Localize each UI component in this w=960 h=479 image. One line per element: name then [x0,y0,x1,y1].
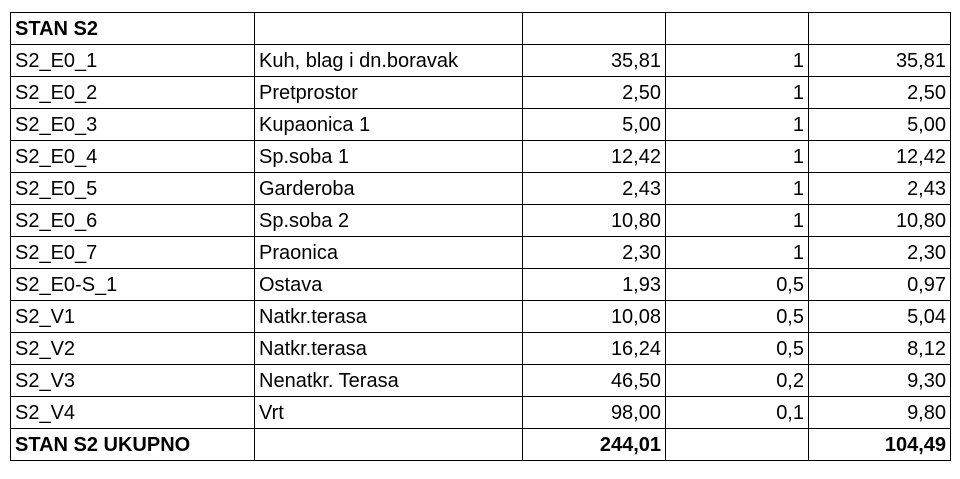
room-result: 2,30 [809,237,951,269]
table-row [11,365,951,397]
total-row [11,429,951,461]
table-row [11,141,951,173]
room-code: S2_E0_2 [11,77,255,109]
room-coefficient: 0,5 [666,301,809,333]
room-name: Ostava [255,269,523,301]
room-coefficient: 1 [666,237,809,269]
room-name: Kuh, blag i dn.boravak [255,45,523,77]
room-result: 9,80 [809,397,951,429]
total-label: STAN S2 UKUPNO [11,429,255,461]
room-coefficient: 1 [666,77,809,109]
table-body [11,13,951,461]
room-result: 12,42 [809,141,951,173]
room-result: 2,50 [809,77,951,109]
room-area: 98,00 [523,397,666,429]
room-area: 16,24 [523,333,666,365]
room-code: S2_E0_7 [11,237,255,269]
room-coefficient: 1 [666,141,809,173]
room-coefficient: 1 [666,109,809,141]
table-row [11,301,951,333]
room-name: Pretprostor [255,77,523,109]
room-name: Kupaonica 1 [255,109,523,141]
room-name: Praonica [255,237,523,269]
room-area: 1,93 [523,269,666,301]
room-name: Vrt [255,397,523,429]
room-coefficient: 1 [666,173,809,205]
table-row [11,45,951,77]
empty-cell [523,13,666,45]
empty-cell [666,429,809,461]
empty-cell [255,13,523,45]
room-code: S2_E0_5 [11,173,255,205]
room-result: 0,97 [809,269,951,301]
table-row [11,333,951,365]
room-area: 2,50 [523,77,666,109]
empty-cell [666,13,809,45]
title-row [11,13,951,45]
room-code: S2_E0_3 [11,109,255,141]
room-coefficient: 0,2 [666,365,809,397]
room-code: S2_V4 [11,397,255,429]
room-area: 2,30 [523,237,666,269]
room-area: 10,08 [523,301,666,333]
room-result: 8,12 [809,333,951,365]
total-result: 104,49 [809,429,951,461]
table-row [11,269,951,301]
area-table [10,12,951,461]
room-code: S2_V2 [11,333,255,365]
room-coefficient: 1 [666,205,809,237]
room-name: Sp.soba 2 [255,205,523,237]
room-area: 12,42 [523,141,666,173]
room-name: Natkr.terasa [255,333,523,365]
room-coefficient: 1 [666,45,809,77]
empty-cell [255,429,523,461]
table-row [11,205,951,237]
table-row [11,237,951,269]
room-result: 35,81 [809,45,951,77]
room-result: 5,04 [809,301,951,333]
room-result: 5,00 [809,109,951,141]
table-row [11,109,951,141]
room-coefficient: 0,5 [666,269,809,301]
table-row [11,173,951,205]
room-area: 2,43 [523,173,666,205]
total-area: 244,01 [523,429,666,461]
room-result: 2,43 [809,173,951,205]
table-row [11,397,951,429]
room-name: Nenatkr. Terasa [255,365,523,397]
room-code: S2_E0-S_1 [11,269,255,301]
room-name: Garderoba [255,173,523,205]
room-coefficient: 0,1 [666,397,809,429]
room-code: S2_E0_1 [11,45,255,77]
room-coefficient: 0,5 [666,333,809,365]
room-name: Natkr.terasa [255,301,523,333]
room-area: 35,81 [523,45,666,77]
room-area: 46,50 [523,365,666,397]
room-code: S2_V1 [11,301,255,333]
room-area: 10,80 [523,205,666,237]
table-row [11,77,951,109]
room-code: S2_E0_6 [11,205,255,237]
room-area: 5,00 [523,109,666,141]
room-result: 10,80 [809,205,951,237]
table-title: STAN S2 [11,13,255,45]
room-code: S2_V3 [11,365,255,397]
room-code: S2_E0_4 [11,141,255,173]
room-name: Sp.soba 1 [255,141,523,173]
empty-cell [809,13,951,45]
room-result: 9,30 [809,365,951,397]
